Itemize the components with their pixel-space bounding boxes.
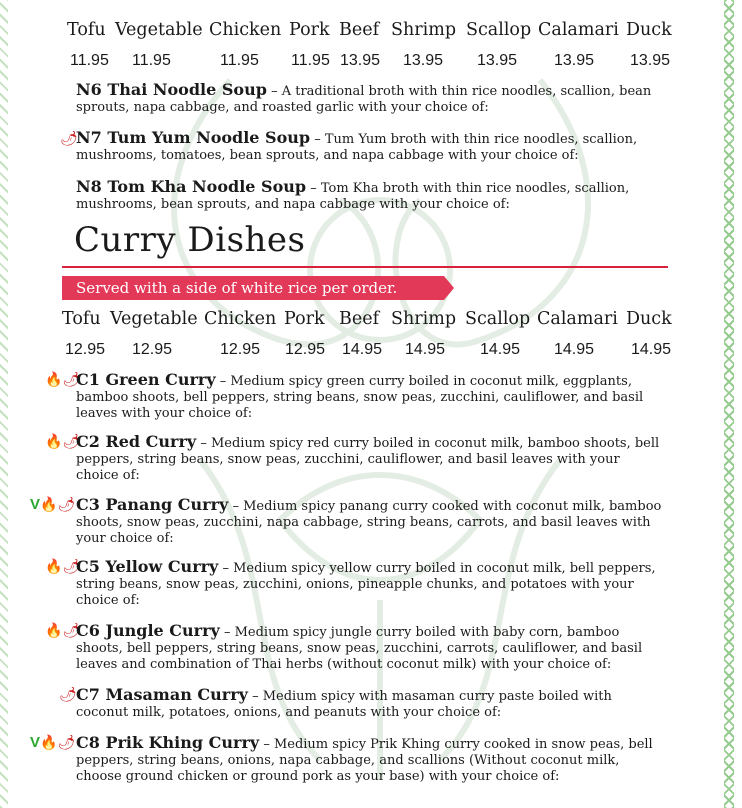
- item-markers: [59, 687, 77, 704]
- protein-label: Beef: [339, 309, 380, 329]
- menu-item-c1: [76, 372, 666, 422]
- protein-label: Scallop: [466, 20, 532, 40]
- price-value: 13.95: [477, 52, 518, 69]
- price-value: 14.95: [405, 341, 446, 358]
- menu-item-n7: [76, 130, 666, 164]
- section-title-curry: Curry Dishes: [74, 220, 306, 260]
- protein-label: Calamari: [537, 309, 618, 329]
- item-name: N8 Tom Kha Noodle Soup: [76, 177, 307, 196]
- price-value: 14.95: [480, 341, 521, 358]
- chili-icon: 🌶: [62, 372, 81, 388]
- menu-item-c3: [76, 497, 666, 547]
- item-name: N6 Thai Noodle Soup: [76, 80, 267, 99]
- item-description: – Medium spicy Prik Khing curry cooked in snow peas, bell peppers, string beans, onions, napa cabbage, and scallions (Without coconut milk, choose ground chicken or ground pork as your base) with your choice of:: [76, 737, 653, 784]
- noodle-price-table: [60, 20, 680, 78]
- price-value: 13.95: [554, 52, 595, 69]
- price-value: 12.95: [132, 341, 173, 358]
- vegetarian-icon: V: [30, 496, 41, 513]
- item-name: C8 Prik Khing Curry: [76, 733, 260, 752]
- item-markers: [45, 559, 80, 576]
- item-name: N7 Tum Yum Noodle Soup: [76, 128, 311, 147]
- flame-icon: 🔥: [45, 434, 63, 450]
- chili-icon: 🌶: [60, 131, 78, 147]
- item-description: – Medium spicy green curry boiled in coconut milk, eggplants, bamboo shoots, bell peppers, string beans, snow peas, zucchini, cauliflower, and basil leaves with your choice of:: [76, 374, 644, 421]
- item-description: – Tom Kha broth with thin rice noodles, scallion, mushrooms, bean sprouts, and napa cabbage with your choice of:: [76, 181, 630, 212]
- left-border: [0, 0, 8, 808]
- protein-label: Beef: [339, 20, 380, 40]
- item-markers: [45, 623, 80, 640]
- price-value: 14.95: [554, 341, 595, 358]
- chili-icon: 🌶: [62, 559, 81, 575]
- price-value: 14.95: [342, 341, 383, 358]
- item-name: C3 Panang Curry: [76, 495, 229, 514]
- protein-label: Chicken: [209, 20, 282, 40]
- flame-icon: 🔥: [45, 623, 63, 639]
- curry-price-row: [60, 341, 680, 367]
- protein-label: Pork: [289, 20, 330, 40]
- chili-icon: 🌶: [62, 623, 81, 639]
- item-markers: [45, 372, 80, 389]
- item-description: – Medium spicy yellow curry boiled in coconut milk, bell peppers, string beans, snow peas, zucchini, onions, pineapple chunks, and potatoes with your choice of:: [76, 561, 656, 608]
- price-value: 11.95: [291, 52, 330, 69]
- item-markers: [30, 735, 75, 752]
- protein-label: Chicken: [204, 309, 277, 329]
- protein-label: Tofu: [67, 20, 106, 40]
- flame-icon: 🔥: [45, 372, 63, 388]
- chili-icon: 🌶: [57, 735, 76, 751]
- price-value: 13.95: [340, 52, 381, 69]
- item-description: – Medium spicy panang curry cooked with coconut milk, bamboo shoots, snow peas, zucchini, napa cabbage, string beans, carrots, and basil leaves with your choice of:: [76, 499, 662, 546]
- section-divider: [62, 266, 668, 268]
- item-name: C7 Masaman Curry: [76, 685, 248, 704]
- price-value: 11.95: [132, 52, 171, 69]
- item-name: C2 Red Curry: [76, 432, 197, 451]
- protein-label: Pork: [284, 309, 325, 329]
- menu-item-n8: [76, 179, 666, 213]
- flame-icon: 🔥: [40, 497, 58, 513]
- curry-banner: Served with a side of white rice per order.: [62, 276, 444, 300]
- protein-label: Shrimp: [391, 309, 457, 329]
- vegetarian-icon: V: [30, 734, 41, 751]
- menu-item-c5: [76, 559, 666, 609]
- chili-icon: 🌶: [57, 497, 76, 513]
- protein-label: Duck: [626, 309, 672, 329]
- protein-label: Scallop: [465, 309, 531, 329]
- item-description: – A traditional broth with thin rice noodles, scallion, bean sprouts, napa cabbage, and roasted garlic with your choice of:: [76, 84, 652, 115]
- protein-label: Duck: [626, 20, 672, 40]
- price-value: 13.95: [630, 52, 671, 69]
- flame-icon: 🔥: [45, 559, 63, 575]
- menu-item-c2: [76, 434, 666, 484]
- protein-label: Calamari: [538, 20, 619, 40]
- noodle-protein-row: [60, 20, 680, 46]
- price-value: 11.95: [220, 52, 259, 69]
- item-description: – Medium spicy jungle curry boiled with baby corn, bamboo shoots, bell peppers, string beans, snow peas, zucchini, carrots, cauliflower, and basil leaves and combination of Thai herbs (without coconut milk) with your choice of:: [76, 625, 643, 672]
- item-name: C6 Jungle Curry: [76, 621, 220, 640]
- price-value: 13.95: [403, 52, 444, 69]
- menu-item-c8: [76, 735, 666, 785]
- price-value: 11.95: [70, 52, 109, 69]
- menu-item-n6: [76, 82, 666, 116]
- item-name: C5 Yellow Curry: [76, 557, 219, 576]
- item-markers: [30, 497, 75, 514]
- chili-icon: 🌶: [62, 434, 81, 450]
- protein-label: Shrimp: [391, 20, 457, 40]
- flame-icon: 🔥: [40, 735, 58, 751]
- item-description: – Tum Yum broth with thin rice noodles, scallion, mushrooms, tomatoes, bean sprouts, and napa cabbage with your choice of:: [76, 132, 638, 163]
- item-description: – Medium spicy with masaman curry paste boiled with coconut milk, potatoes, onions, and peanuts with your choice of:: [76, 689, 612, 720]
- right-decorative-border: [724, 0, 734, 808]
- menu-item-c7: [76, 687, 666, 721]
- item-description: – Medium spicy red curry boiled in coconut milk, bamboo shoots, bell peppers, string beans, snow peas, zucchini, cauliflower, and basil leaves with your choice of:: [76, 436, 660, 483]
- price-value: 14.95: [631, 341, 672, 358]
- noodle-price-row: [60, 52, 680, 78]
- chili-icon: 🌶: [59, 687, 77, 703]
- menu-item-c6: [76, 623, 666, 673]
- price-value: 12.95: [285, 341, 326, 358]
- curry-protein-row: [60, 309, 680, 335]
- price-value: 12.95: [65, 341, 106, 358]
- item-name: C1 Green Curry: [76, 370, 216, 389]
- protein-label: Tofu: [62, 309, 101, 329]
- protein-label: Vegetable: [110, 309, 198, 329]
- protein-label: Vegetable: [115, 20, 203, 40]
- item-markers: [45, 434, 80, 451]
- curry-price-table: [60, 309, 680, 367]
- price-value: 12.95: [220, 341, 261, 358]
